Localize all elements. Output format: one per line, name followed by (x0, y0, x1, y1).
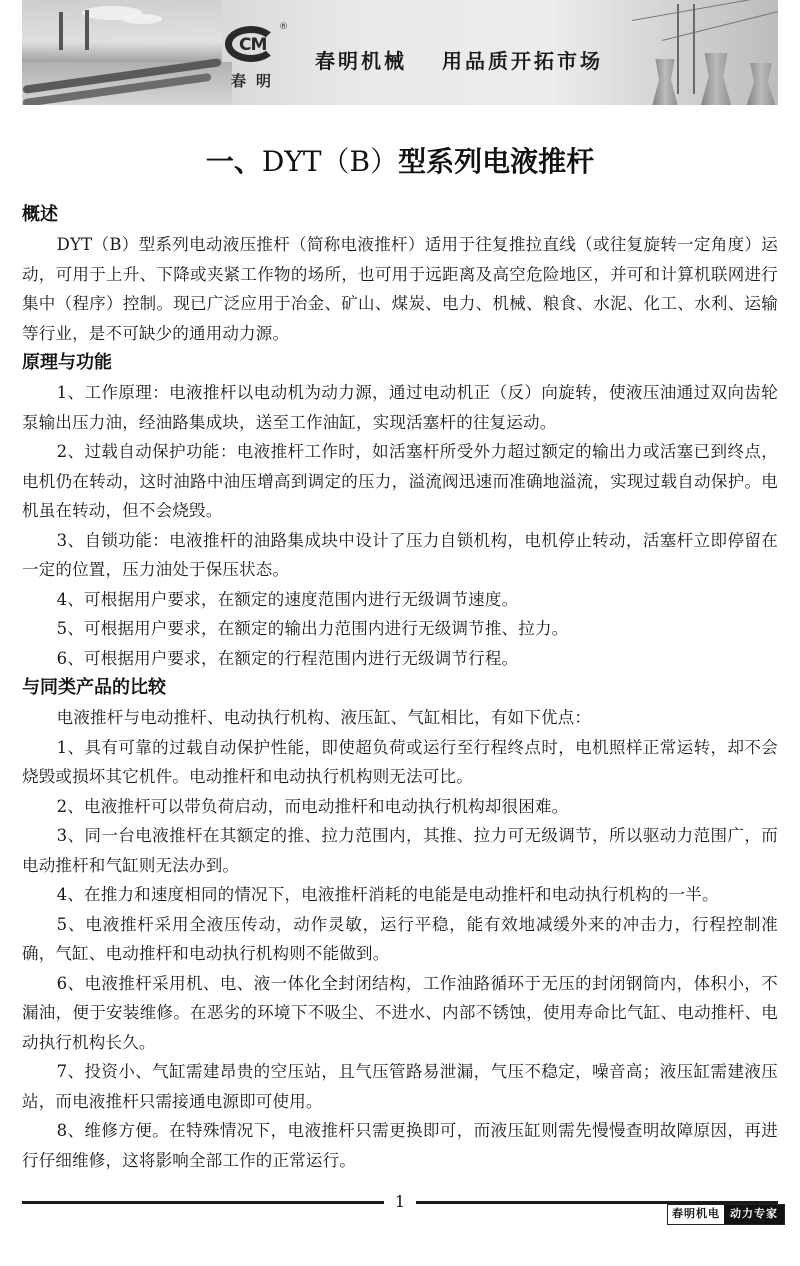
power-line-decoration (632, 0, 778, 21)
title-prefix: 一、 (205, 145, 262, 178)
chimney-decoration (59, 12, 63, 50)
list-item: 2、过载自动保护功能：电液推杆工作时，如活塞杆所受外力超过额定的输出力或活塞已到终点，电机仍在转动，这时油路中油压增高到调定的压力，溢流阀迅速而准确地溢流，实现过载自动保护。电机虽在转动，但不会烧毁。 (22, 442, 778, 520)
list-item: 2、电液推杆可以带负荷启动，而电动推杆和电动执行机构却很困难。 (56, 796, 569, 816)
footer-brand-badge (667, 1204, 785, 1225)
list-item: 5、电液推杆采用全液压传动，动作灵敏，运行平稳，能有效地减缓外来的冲击力，行程控制准确，气缸、电动推杆和电动执行机构则不能做到。 (22, 914, 778, 963)
list-item: 4、可根据用户要求，在额定的速度范围内进行无级调节速度。 (56, 589, 519, 609)
list-item: 3、自锁功能：电液推杆的油路集成块中设计了压力自锁机构，电机停止转动，活塞杆立即停留在一定的位置，压力油处于保压状态。 (22, 530, 778, 579)
cooling-tower-decoration (744, 63, 778, 105)
section-heading: 原理与功能 (22, 352, 112, 373)
list-item: 6、可根据用户要求，在额定的行程范围内进行无级调节行程。 (56, 648, 519, 668)
section-overview (22, 200, 778, 348)
cooling-tower-decoration (650, 59, 680, 105)
list-item: 8、维修方便。在特殊情况下，电液推杆只需更换即可，而液压缸则需先慢慢查明故障原因，再进行仔细维修，这将影响全部工作的正常运行。 (22, 1121, 778, 1170)
title-suffix: 型系列电液推杆 (398, 145, 595, 178)
section-principle-function (22, 348, 778, 673)
title-model: DYT（B） (261, 145, 399, 178)
paragraph: 电液推杆与电动推杆、电动执行机构、液压缸、气缸相比，有如下优点： (56, 708, 592, 727)
list-item: 1、工作原理：电液推杆以电动机为动力源，通过电动机正（反）向旋转，使液压油通过双向齿轮泵输出压力油，经油路集成块，送至工作油缸，实现活塞杆的往复运动。 (22, 383, 778, 432)
list-item: 1、具有可靠的过载自动保护性能，即使超负荷或运行至行程终点时，电机照样正常运转，却不会烧毁或损坏其它机件。电动推杆和电动执行机构则无法可比。 (22, 737, 778, 786)
page-title (0, 140, 800, 180)
list-item: 3、同一台电液推杆在其额定的推、拉力范围内，其推、拉力可无级调节，所以驱动力范围广，而电动推杆和气缸则无法办到。 (22, 826, 778, 875)
footer-rule-left (22, 1201, 384, 1204)
slogan-company: 春明机械 (315, 49, 407, 73)
list-item: 6、电液推杆采用机、电、液一体化全封闭结构，工作油路循环于无压的封闭钢筒内，体积小，不漏油，便于安装维修。在恶劣的环境下不吸尘、不进水、内部不锈蚀，使用寿命比气缸、电动推杆、电动执行机构长久。 (22, 973, 778, 1052)
section-heading: 概述 (22, 204, 58, 225)
list-item: 7、投资小、气缸需建昂贵的空压站，且气压管路易泄漏，气压不稳定，噪音高；液压缸需建液压站，而电液推杆只需接通电源即可使用。 (22, 1062, 778, 1111)
company-logo (225, 22, 287, 92)
paragraph: DYT（B）型系列电动液压推杆（简称电液推杆）适用于往复推拉直线（或往复旋转一定角度）运动，可用于上升、下降或夹紧工作物的场所，也可用于远距离及高空危险地区，并可和计算机联网进行集中（程序）控制。现已广泛应用于冶金、矿山、煤炭、电力、机械、粮食、水泥、化工、水利、运输等行业，是不可缺少的通用动力源。 (22, 235, 778, 343)
section-comparison (22, 673, 778, 1175)
registered-mark: ® (279, 22, 288, 32)
badge-company: 春明机电 (668, 1205, 724, 1224)
pylon-decoration (677, 4, 695, 94)
header-banner (22, 0, 778, 105)
page-number: 1 (394, 1192, 406, 1211)
badge-tagline: 动力专家 (724, 1205, 784, 1224)
logo-chinese-name: 春明 (231, 72, 282, 90)
logo-letters: CM (239, 35, 267, 55)
list-item: 5、可根据用户要求，在额定的输出力范围内进行无级调节推、拉力。 (56, 619, 569, 638)
chimney-decoration (85, 10, 89, 50)
list-item: 4、在推力和速度相同的情况下，电液推杆消耗的电能是电动推杆和电动执行机构的一半。 (56, 885, 719, 904)
cooling-tower-decoration (698, 53, 734, 105)
cloud-decoration (122, 14, 162, 24)
section-heading: 与同类产品的比较 (22, 677, 166, 698)
document-body (22, 200, 778, 1175)
slogan-tagline: 用品质开拓市场 (442, 49, 603, 73)
